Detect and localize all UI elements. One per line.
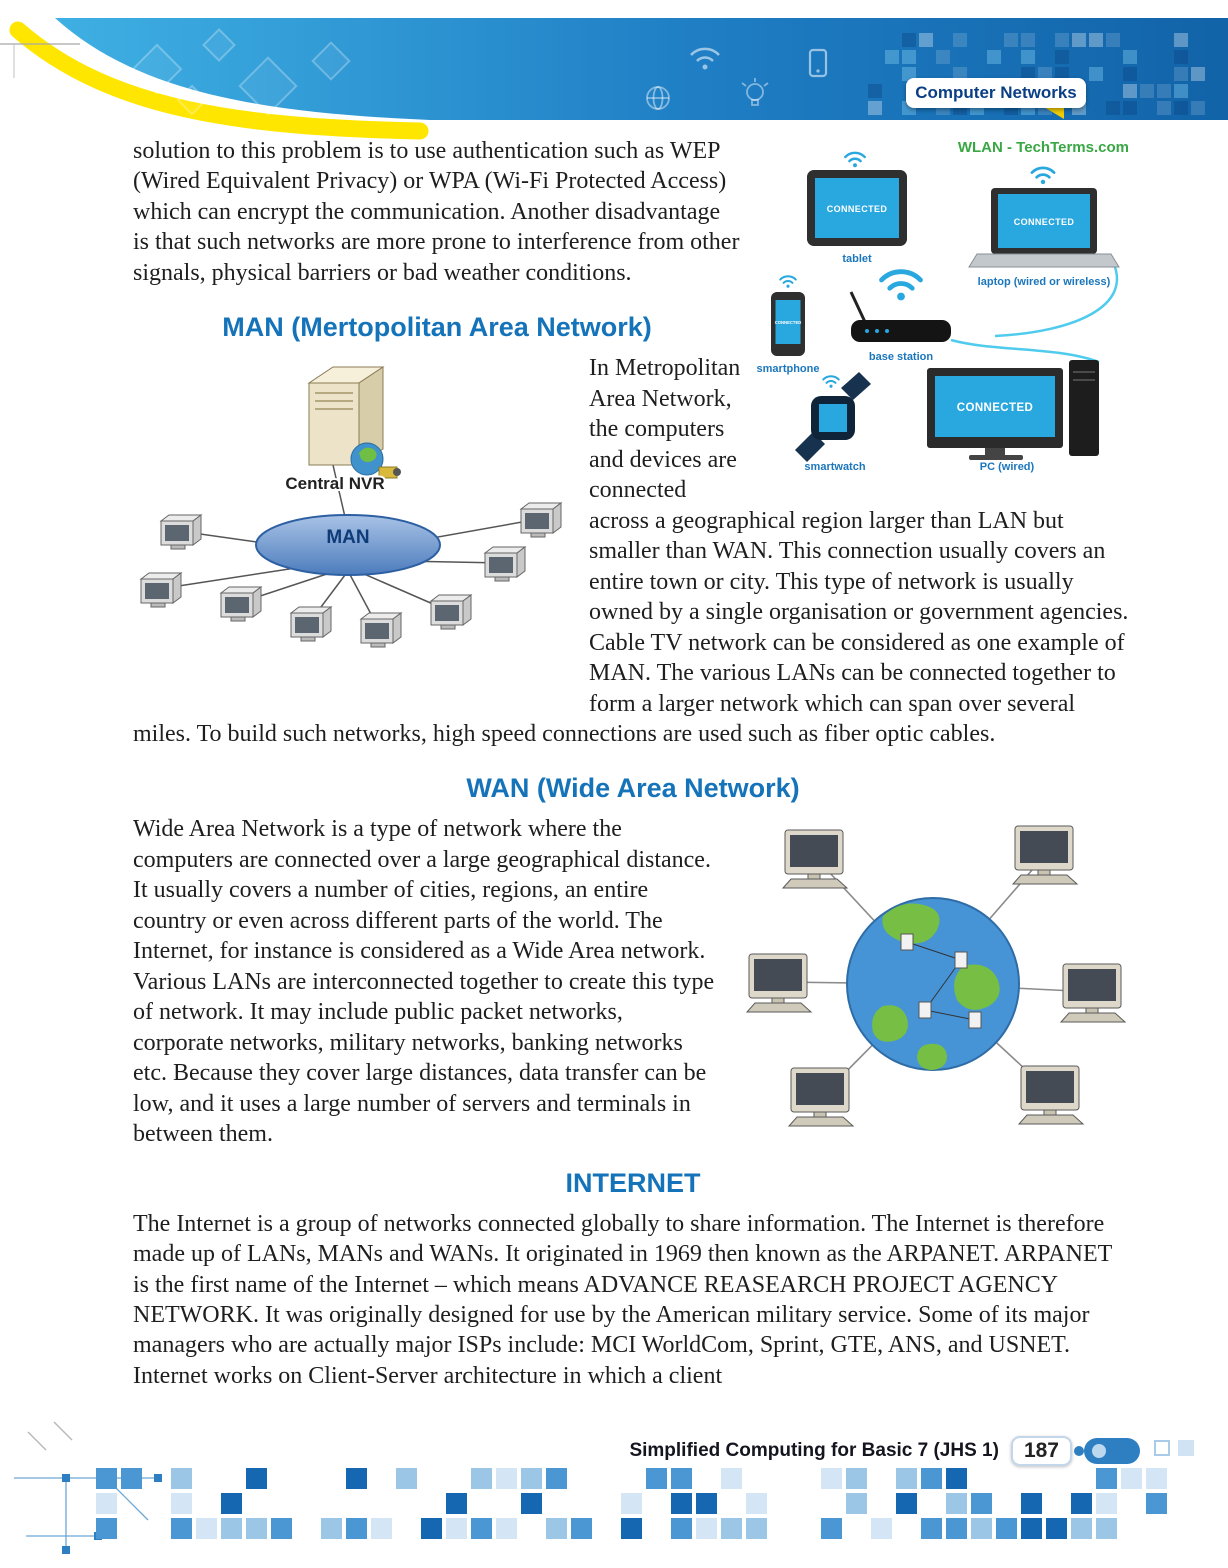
wan-paragraph: Wide Area Network is a type of network where the computers are connected over a large geographical distance. It usually covers a number of cities, regions, an entire country or even across different parts of the world. The Internet, for instance is considered as a Wide Area network. Various LANs are interconnected together to create this type of network. It may include public packet networks, corporate networks, military networks, banking networks etc. Because they cover large distances, data transfer can be low, and it uses a large number of servers and terminals in between them. <box>133 816 715 1148</box>
wifi-signal-icon <box>882 272 921 301</box>
man-ring-label: MAN <box>326 527 370 549</box>
laptop-icon <box>969 168 1119 288</box>
laptop-label: laptop (wired or wireless) <box>977 276 1111 288</box>
wifi-signal-icon <box>845 153 865 167</box>
footer-pill-decoration <box>1084 1438 1140 1464</box>
man-figure <box>133 355 573 693</box>
internet-heading: INTERNET <box>565 1167 701 1198</box>
smartphone-label: smartphone <box>756 363 820 375</box>
intro-paragraph: solution to this problem is to use authentication such as WEP (Wired Equivalent Privacy) or WPA (Wi-Fi Protected Access) which can encrypt the communication. Another disadvantage is that such networks are more prone to interference from other signals, physical barriers or bad weather conditions. <box>133 138 740 286</box>
globe-icon <box>847 898 1019 1070</box>
wlan-illustration <box>755 136 1133 474</box>
edge-square-decorations <box>1154 1440 1194 1456</box>
footer-pixel-mosaic <box>96 1468 1192 1539</box>
base-station-label: base station <box>868 351 934 363</box>
wifi-signal-icon <box>780 276 796 287</box>
pc-screen-text: CONNECTED <box>956 402 1034 414</box>
smartwatch-icon <box>795 372 871 473</box>
tablet-label: tablet <box>842 253 872 265</box>
tablet-icon <box>807 153 907 265</box>
wlan-figure <box>755 136 1133 474</box>
pc-label: PC (wired) <box>979 461 1035 473</box>
smartphone-screen-text: CONNECTED <box>774 320 802 325</box>
smartphone-icon <box>757 276 820 375</box>
wlan-figure-title: WLAN - TechTerms.com <box>957 139 1129 156</box>
central-nvr-label: Central NVR <box>285 474 385 494</box>
computer-networks-badge <box>906 78 1086 108</box>
man-paragraph: In Metropolitan Area Network, the computers and devices are connected across a geographical region larger than LAN but smaller than WAN. This connection usually covers an entire town or city. This type of network is usually owned by a single organisation or government agencies. Cable TV network can be considered as one example of MAN. The various LANs can be connected together to form a larger network which can span over several miles. To build such networks, high speed connections are used such as fiber optic cables. <box>133 355 1129 747</box>
internet-paragraph: The Internet is a group of networks connected globally to share information. The Internet is therefore made up of LANs, MANs and WANs. It originated in 1969 then known as the ARPANET. ARPANET is the first name of the Internet – which means ADVANCE REASEARCH PROJECT AGENCY NETWORK. It was originally designed for use by the American military service. Some of its major managers who are actually major ISPs include: MCI WorldCom, Sprint, GTE, ANS, and USNET. Internet works on Client-Server architecture in which a client <box>133 1210 1112 1389</box>
wifi-signal-icon <box>1032 168 1054 184</box>
computer-networks-badge-label: Computer Networks <box>915 83 1077 102</box>
base-station-icon <box>851 272 951 363</box>
laptop-screen-text: CONNECTED <box>1013 217 1075 227</box>
footer <box>0 1436 1140 1466</box>
smartwatch-label: smartwatch <box>804 461 866 473</box>
desktop-pc-icon <box>927 360 1099 473</box>
man-illustration <box>133 355 573 693</box>
wifi-signal-icon <box>823 376 839 387</box>
wan-illustration <box>733 816 1133 1154</box>
server-tower-icon <box>309 367 401 478</box>
page-content <box>133 136 1133 1391</box>
wan-figure <box>733 816 1133 1154</box>
tablet-screen-text: CONNECTED <box>826 204 888 214</box>
page-number-badge: 187 <box>1011 1436 1072 1466</box>
wan-heading: WAN (Wide Area Network) <box>466 773 800 804</box>
footer-book-title: Simplified Computing for Basic 7 (JHS 1) <box>629 1440 999 1461</box>
badge-fold-decoration <box>1044 107 1064 119</box>
man-heading: MAN (Mertopolitan Area Network) <box>222 312 652 343</box>
